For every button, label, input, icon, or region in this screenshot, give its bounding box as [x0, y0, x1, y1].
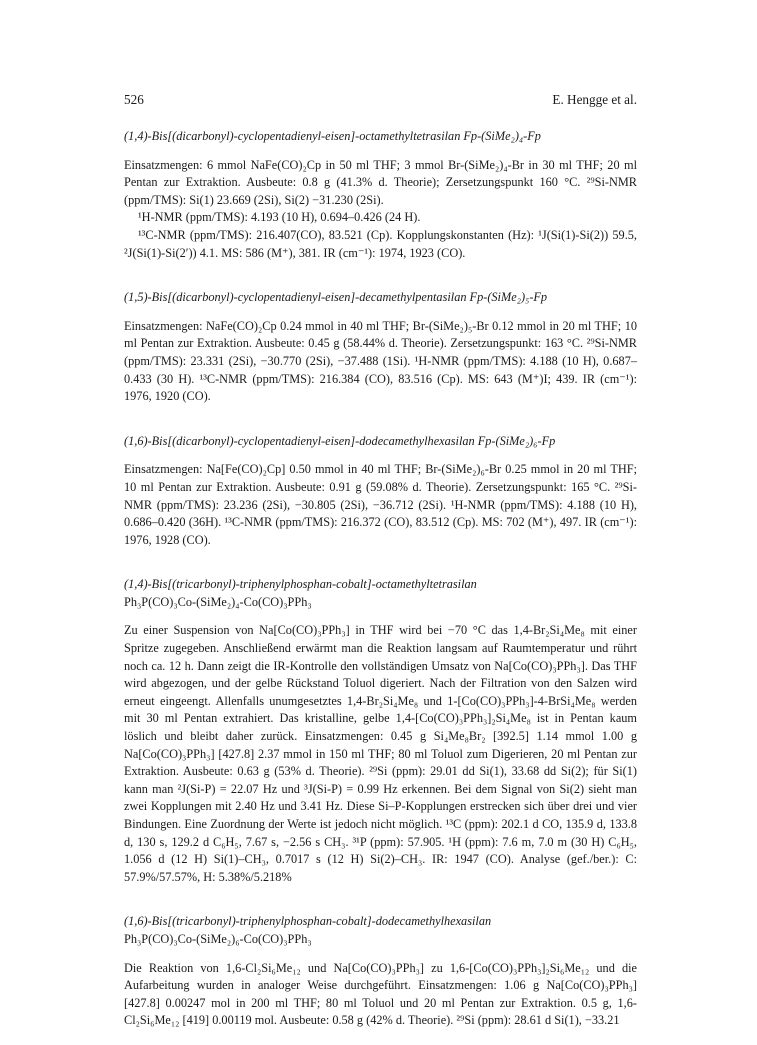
body-text [124, 128, 637, 1030]
section-title: (1,4)-Bis[(dicarbonyl)-cyclopentadienyl-eisen]-octamethyltetrasilan Fp-(SiMe₂)₄-Fp [124, 129, 541, 143]
section-title: (1,5)-Bis[(dicarbonyl)-cyclopentadienyl-eisen]-decamethylpentasilan Fp-(SiMe₂)₅-Fp [124, 290, 548, 305]
section-title: (1,6)-Bis[(tricarbonyl)-triphenylphosphan-cobalt]-dodecamethylhexasilan [124, 914, 492, 929]
section-paragraph: Die Reaktion von 1,6-Cl₂Si₆Me₁₂ und Na[Co(CO)₃PPh₃] zu 1,6-[Co(CO)₃PPh₃]₂Si₆Me₁₂ und die Aufarbeitung wurden in analoger Weise durchgeführt. Einsatzmengen: 1.06 g Na[Co(CO)₃PPh₃] [427.8] 0.00247 mol in 200 ml THF; 80 ml Toluol und 20 ml Pentan zur Extraktion. 0.5 g, 1,6-Cl₂Si₆Me₁₂ [419] 0.00119 mol. Ausbeute: 0.58 g (42% d. Theorie). ²⁹Si (ppm): 28.61 d Si(1), −33.21 [124, 960, 637, 1028]
section-title: (1,4)-Bis[(tricarbonyl)-triphenylphosphan-cobalt]-octamethyltetrasilan [124, 577, 477, 592]
section-paragraph: Zu einer Suspension von Na[Co(CO)₃PPh₃] in THF wird bei −70 °C das 1,4-Br₂Si₄Me₈ mit einer Spritze zugegeben. Anschließend erwärmt man die Reaktion langsam auf Raumtemperatur und rührt noch ca. 12 h. Dann zeigt die IR-Kontrolle den vollständigen Umsatz von Na[Co(CO)₃PPh₃]. Das THF wird abgezogen, und der gelbe Rückstand Toluol digeriert. Nach der Filtration von den Salzen wird erneut eingeengt. Allenfalls unumgesetztes 1,4-Br₂Si₄Me₈ und 1-[Co(CO)₃PPh₃]-4-BrSi₄Me₈ werden mit 30 ml Pentan extrahiert. Das kristalline, gelbe 1,4-[Co(CO)₃PPh₃]₂Si₄Me₈ ist in Pentan kaum löslich und bleibt daher zurück. Einsatzmengen: 0.45 g Si₄Me₈Br₂ [392.5] 1.14 mmol 1.00 g Na[Co(CO)₃PPh₃] [427.8] 2.37 mmol in 150 ml THF; 80 ml Toluol zum Digerieren, 20 ml Pentan zur Extraktion. Ausbeute: 0.63 g (53% d. Theorie). ²⁹Si (ppm): 29.01 dd Si(1), 33.68 dd Si(2); für Si(1) kann man ²J(Si-P) = 22.07 Hz und ³J(Si-P) = 0.99 Hz erkennen. Bei dem Signal von Si(2) sieht man zwei Kopplungen mit 2.40 Hz und 3.41 Hz. Diese Si–P-Kopplungen erstrecken sich über drei und vier Bindungen. Eine Zuordnung der Werte ist jedoch nicht möglich. ¹³C (ppm): 202.1 d CO, 135.9 d, 133.8 d, 130 s, 129.2 d C₆H₅, 7.67 s, −2.56 s CH₃. ³¹P (ppm): 57.905. ¹H (ppm): 7.6 m, 7.0 m (30 H) C₆H₅, 1.056 d (12 H) Si(1)–CH₃, 0.7017 s (12 H) Si(2)–CH₃. IR: 1947 (CO). Analyse (gef./ber.): C: 57.9%/57.57%, H: 5.38%/5.218% [124, 623, 637, 884]
page-number: 526 [124, 92, 144, 107]
section-paragraph: ¹³C-NMR (ppm/TMS): 216.407(CO), 83.521 (Cp). Kopplungskonstanten (Hz): ¹J(Si(1)-Si(2)) 59.5, ²J(Si(1)-Si(2′)) 4.1. MS: 586 (M⁺), 381. IR (cm⁻¹): 1974, 1923 (CO). [124, 227, 637, 260]
section-formula: Ph₃P(CO)₃Co-(SiMe₂)₆-Co(CO)₃PPh₃ [124, 931, 312, 946]
section-paragraph: Einsatzmengen: NaFe(CO)₂Cp 0.24 mmol in 40 ml THF; Br-(SiMe₂)₅-Br 0.12 mmol in 20 ml THF; 10 ml Pentan zur Extraktion. Ausbeute: 0.45 g (58.44% d. Theorie). Zersetzungspunkt: 163 °C. ²⁹Si-NMR (ppm/TMS): 23.331 (2Si), −30.770 (2Si), −37.488 (1Si). ¹H-NMR (ppm/TMS): 4.188 (10 H), 0.687–0.433 (30 H). ¹³C-NMR (ppm/TMS): 216.384 (CO), 83.516 (Cp). MS: 643 (M⁺)I; 439. IR (cm⁻¹): 1976, 1920 (CO). [124, 318, 637, 404]
section-paragraph: Einsatzmengen: 6 mmol NaFe(CO)₂Cp in 50 ml THF; 3 mmol Br-(SiMe₂)₄-Br in 30 ml THF; 20 ml Pentan zur Extraktion. Ausbeute: 0.8 g (41.3% d. Theorie); Zersetzungspunkt 160 °C. ²⁹Si-NMR (ppm/TMS): Si(1) 23.669 (2Si), Si(2) −31.230 (2Si). [124, 157, 637, 207]
running-author: E. Hengge et al. [552, 92, 637, 107]
section-paragraph: ¹H-NMR (ppm/TMS): 4.193 (10 H), 0.694–0.426 (24 H). [138, 210, 421, 225]
section-title: (1,6)-Bis[(dicarbonyl)-cyclopentadienyl-eisen]-dodecamethylhexasilan Fp-(SiMe₂)₆-Fp [124, 433, 556, 448]
section-paragraph: Einsatzmengen: Na[Fe(CO)₂Cp] 0.50 mmol in 40 ml THF; Br-(SiMe₂)₆-Br 0.25 mmol in 20 ml THF; 10 ml Pentan zur Extraktion. Ausbeute: 0.91 g (59.08% d. Theorie). Zersetzungspunkt: 165 °C. ²⁹Si-NMR (ppm/TMS): 23.236 (2Si), −30.805 (2Si), −36.712 (2Si). ¹H-NMR (ppm/TMS): 4.188 (10 H), 0.686–0.420 (36H). ¹³C-NMR (ppm/TMS): 216.372 (CO), 83.512 (Cp). MS: 702 (M⁺), 497. IR (cm⁻¹): 1976, 1928 (CO). [124, 462, 637, 547]
section-formula: Ph₃P(CO)₃Co-(SiMe₂)₄-Co(CO)₃PPh₃ [124, 594, 312, 609]
